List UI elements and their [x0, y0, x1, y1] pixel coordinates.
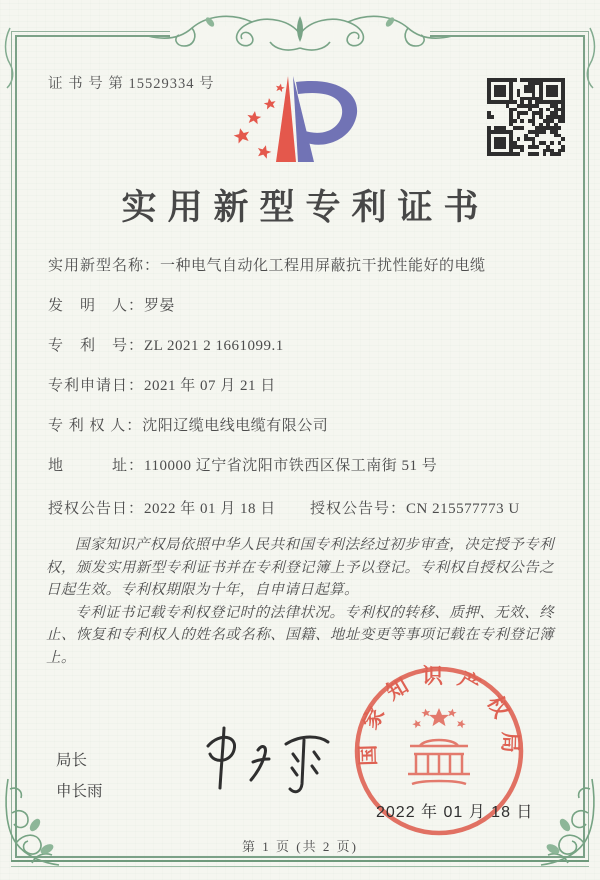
legal-text: [46, 534, 554, 669]
grant-date-value: 2022 年 01 月 18 日: [144, 501, 276, 517]
border-frame-bottom-band: [11, 860, 589, 867]
signatory-title: 局长: [56, 752, 88, 769]
signatory-block: [56, 745, 103, 807]
field-value: 一种电气自动化工程用屏蔽抗干扰性能好的电缆: [160, 258, 486, 274]
page-title: 实用新型专利证书: [121, 188, 490, 227]
certificate-number: 证 书 号 第 15529334 号: [48, 76, 215, 92]
field-value: 2021 年 07 月 21 日: [144, 378, 276, 394]
field-value: 罗晏: [144, 298, 176, 314]
legal-paragraph-1: 国家知识产权局依照中华人民共和国专利法经过初步审查，决定授予专利权，颁发实用新型专利证书并在专利登记簿上予以登记。专利权自授权公告之日起生效。专利权期限为十年，自申请日起算。: [46, 537, 554, 598]
grant-no-value: CN 215577773 U: [406, 501, 520, 517]
field-label: 实用新型名称：: [48, 258, 161, 274]
field-row-name: [48, 256, 558, 296]
grant-number: [310, 497, 520, 518]
field-row-filing-date: [48, 376, 558, 416]
signatory-name: 申长雨: [56, 783, 103, 800]
handwritten-signature-icon: [190, 722, 350, 807]
legal-paragraph-2: 专利证书记载专利权登记时的法律状况。专利权的转移、质押、无效、终止、恢复和专利权人的姓名或名称、国籍、地址变更等事项记载在专利登记簿上。: [46, 604, 554, 666]
grant-row: [48, 497, 558, 518]
field-value: 沈阳辽缆电线电缆有限公司: [142, 418, 329, 434]
field-value: ZL 2021 2 1661099.1: [144, 338, 284, 354]
field-label: 专 利 权 人：: [48, 418, 143, 434]
field-row-patentee: [48, 416, 558, 456]
grant-date: [48, 501, 276, 517]
ornament-backdrop: [170, 26, 430, 42]
field-label: 地 址：: [48, 458, 145, 474]
field-row-patent-no: [48, 336, 558, 376]
page-number: 第 1 页 (共 2 页): [242, 839, 358, 854]
field-row-address: [48, 456, 558, 496]
grant-date-label: 授权公告日：: [48, 501, 145, 517]
field-row-inventor: [48, 296, 558, 336]
field-value: 110000 辽宁省沈阳市铁西区保工南街 51 号: [144, 458, 438, 474]
seal-ring-text: 国家知识产权局: [355, 663, 523, 767]
cnipa-logo-icon: [228, 70, 376, 166]
qr-code-icon: [487, 78, 565, 156]
seal-date: 2022 年 01 月 18 日: [376, 804, 534, 821]
field-label: 发 明 人：: [48, 298, 145, 314]
field-label: 专 利 号：: [48, 338, 145, 354]
field-list: [48, 256, 558, 496]
grant-no-label: 授权公告号：: [310, 501, 407, 517]
field-label: 专利申请日：: [48, 378, 145, 394]
